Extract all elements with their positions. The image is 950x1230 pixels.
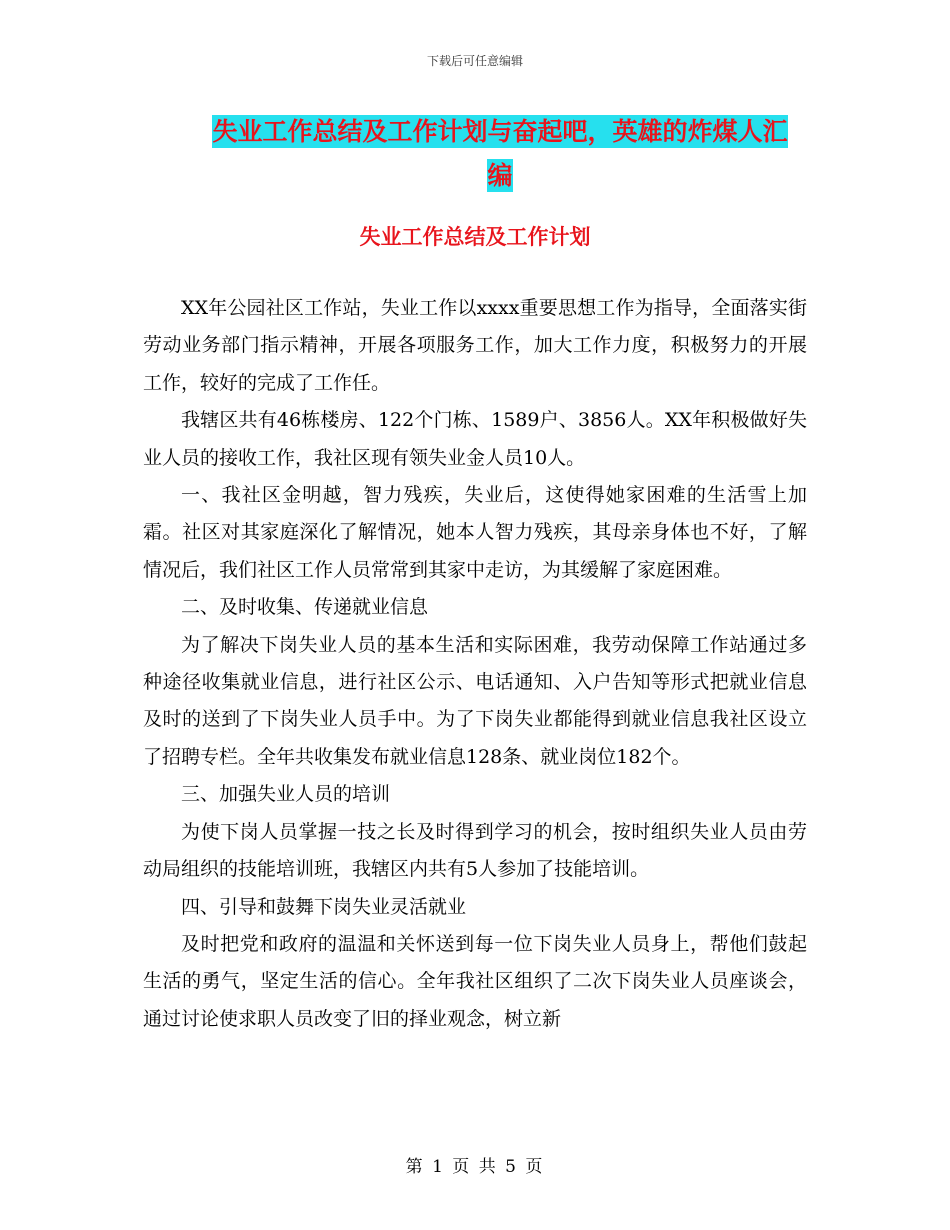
- paragraph: 为使下岗人员掌握一技之长及时得到学习的机会，按时组织失业人员由劳动局组织的技能培训班，我辖区内共有5人参加了技能培训。: [143, 820, 807, 881]
- section-title: 失业工作总结及工作计划: [359, 225, 591, 249]
- document-title: [195, 110, 805, 198]
- header-note: 下载后可任意编辑: [426, 54, 523, 68]
- page-footer: 第 1 页 共 5 页: [405, 1157, 545, 1177]
- paragraph-heading: 二、及时收集、传递就业信息: [181, 596, 429, 619]
- paragraph: 一、我社区金明越，智力残疾，失业后，这使得她家困难的生活雪上加霜。社区对其家庭深化了解情况，她本人智力残疾，其母亲身体也不好，了解情况后，我们社区工作人员常常到其家中走访，为其缓解了家庭困难。: [143, 484, 807, 581]
- paragraph-heading: 三、加强失业人员的培训: [181, 783, 391, 806]
- document-title-line-1: 失业工作总结及工作计划与奋起吧，英雄的炸煤人汇: [212, 117, 788, 146]
- document-title-line-2: 编: [487, 161, 513, 190]
- body-text: [143, 290, 807, 1038]
- paragraph: 为了解决下岗失业人员的基本生活和实际困难，我劳动保障工作站通过多种途径收集就业信息，进行社区公示、电话通知、入户告知等形式把就业信息及时的送到了下岗失业人员手中。为了下岗失业都能得到就业信息我社区设立了招聘专栏。全年共收集发布就业信息128条、就业岗位182个。: [143, 633, 807, 768]
- paragraph: XX年公园社区工作站，失业工作以xxxx重要思想工作为指导，全面落实街劳动业务部门指示精神，开展各项服务工作，加大工作力度，积极努力的开展工作，较好的完成了工作任。: [143, 297, 807, 394]
- paragraph: 我辖区共有46栋楼房、122个门栋、1589户、3856人。XX年积极做好失业人员的接收工作，我社区现有领失业金人员10人。: [143, 409, 807, 469]
- paragraph-heading: 四、引导和鼓舞下岗失业灵活就业: [181, 895, 467, 918]
- paragraph: 及时把党和政府的温温和关怀送到每一位下岗失业人员身上，帮他们鼓起生活的勇气，坚定生活的信心。全年我社区组织了二次下岗失业人员座谈会，通过讨论使求职人员改变了旧的择业观念，树立新: [143, 932, 807, 1030]
